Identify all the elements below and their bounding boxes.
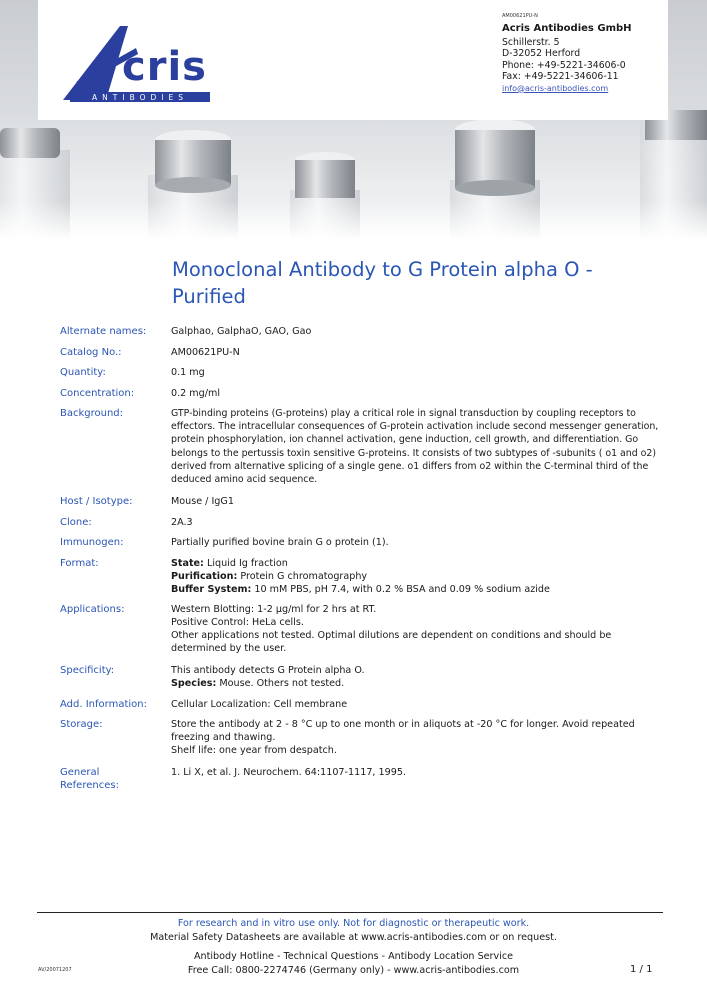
value-references: 1. Li X, et al. J. Neurochem. 64:1107-1117, 1995. [171, 767, 406, 778]
buffer-value: 10 mM PBS, pH 7.4, with 0.2 % BSA and 0.09 % sodium azide [254, 584, 550, 595]
document-code: AV/20071207 [38, 967, 72, 973]
value-clone: 2A.3 [171, 517, 193, 528]
applications-line-2: Positive Control: HeLa cells. [171, 617, 304, 628]
company-name: Acris Antibodies GmbH [502, 23, 632, 34]
value-catalog: AM00621PU-N [171, 347, 240, 358]
header-panel [38, 0, 668, 120]
label-concentration: Concentration: [60, 388, 135, 399]
header-banner [0, 0, 707, 240]
value-alternate-names: Galphao, GalphaO, GAO, Gao [171, 326, 312, 337]
label-immunogen: Immunogen: [60, 537, 124, 548]
references-label-line-1: General [60, 767, 100, 778]
page-number: 1 / 1 [630, 964, 653, 975]
format-buffer [171, 583, 661, 596]
email-link[interactable]: info@acris-antibodies.com [502, 83, 609, 93]
specificity-species [171, 677, 661, 690]
species-label: Species: [171, 678, 217, 689]
value-immunogen: Partially purified bovine brain G o protein (1). [171, 537, 389, 548]
storage-line-2: Shelf life: one year from despatch. [171, 745, 337, 756]
value-host-isotype: Mouse / IgG1 [171, 496, 234, 507]
label-storage: Storage: [60, 719, 103, 730]
label-alternate-names: Alternate names: [60, 326, 147, 337]
purification-value: Protein G chromatography [240, 571, 368, 582]
format-state [171, 557, 661, 570]
label-catalog: Catalog No.: [60, 347, 122, 358]
label-format: Format: [60, 558, 99, 569]
buffer-label: Buffer System: [171, 584, 252, 595]
footer-msds-note: Material Safety Datasheets are available at www.acris-antibodies.com or on request. [150, 932, 557, 943]
footer-free-call: Free Call: 0800-2274746 (Germany only) - www.acris-antibodies.com [187, 965, 520, 976]
applications-line-1: Western Blotting: 1-2 µg/ml for 2 hrs at RT. [171, 604, 377, 615]
label-references [60, 766, 165, 792]
label-applications: Applications: [60, 604, 125, 615]
value-storage [171, 718, 661, 757]
company-address [502, 12, 682, 94]
specificity-line-1: This antibody detects G Protein alpha O. [171, 665, 365, 676]
purification-label: Purification: [171, 571, 238, 582]
value-concentration: 0.2 mg/ml [171, 388, 220, 399]
footer-divider [37, 912, 663, 913]
banner-fade [0, 200, 707, 240]
label-host-isotype: Host / Isotype: [60, 496, 133, 507]
references-label-line-2: References: [60, 780, 119, 791]
label-clone: Clone: [60, 517, 92, 528]
phone-number: Phone: +49-5221-34606-0 [502, 59, 626, 71]
applications-line-3: Other applications not tested. Optimal dilutions are dependent on conditions and should be determined by the user. [171, 630, 612, 654]
label-specificity: Specificity: [60, 665, 115, 676]
value-background: GTP-binding proteins (G-proteins) play a critical role in signal transduction by coupling receptors to effectors. The intracellular consequences of G-protein activation include second messenger generation, protein phosphorylation, ion channel activation, gene induction, cell growth, and differentiation. Go belongs to the pertussis toxin sensitive G-proteins. It consists of two subtypes of -subunits ( o1 and o2) derived from alternative splicing of a single gene. o1 differs from o2 within the C-terminal third of the deduced amino acid sequence. [171, 408, 659, 486]
acris-logo [58, 18, 218, 113]
state-value: Liquid Ig fraction [206, 558, 288, 569]
label-add-information: Add. Information: [60, 699, 147, 710]
value-format [171, 557, 661, 596]
storage-line-1: Store the antibody at 2 - 8 °C up to one month or in aliquots at -20 °C for longer. Avoid repeated freezing and thawing. [171, 719, 635, 743]
label-quantity: Quantity: [60, 367, 106, 378]
value-add-information: Cellular Localization: Cell membrane [171, 699, 348, 710]
address-city: D-32052 Herford [502, 48, 581, 59]
address-street: Schillerstr. 5 [502, 36, 560, 48]
species-value: Mouse. Others not tested. [219, 678, 345, 689]
value-specificity [171, 664, 661, 690]
state-label: State: [171, 558, 204, 569]
header-catalog-code: AM00621PU-N [502, 13, 538, 19]
page-title: Monoclonal Antibody to G Protein alpha O - Purified [172, 258, 593, 308]
footer-disclaimer: For research and in vitro use only. Not for diagnostic or therapeutic work. [177, 918, 530, 929]
format-purification [171, 570, 661, 583]
fax-number: Fax: +49-5221-34606-11 [502, 71, 619, 82]
svg-text:cris: cris [122, 44, 207, 90]
value-quantity: 0.1 mg [171, 367, 205, 378]
svg-text:ANTIBODIES: ANTIBODIES [92, 93, 188, 102]
value-applications [171, 603, 661, 655]
footer-hotline: Antibody Hotline - Technical Questions - Antibody Location Service [193, 951, 514, 962]
label-background: Background: [60, 408, 124, 419]
